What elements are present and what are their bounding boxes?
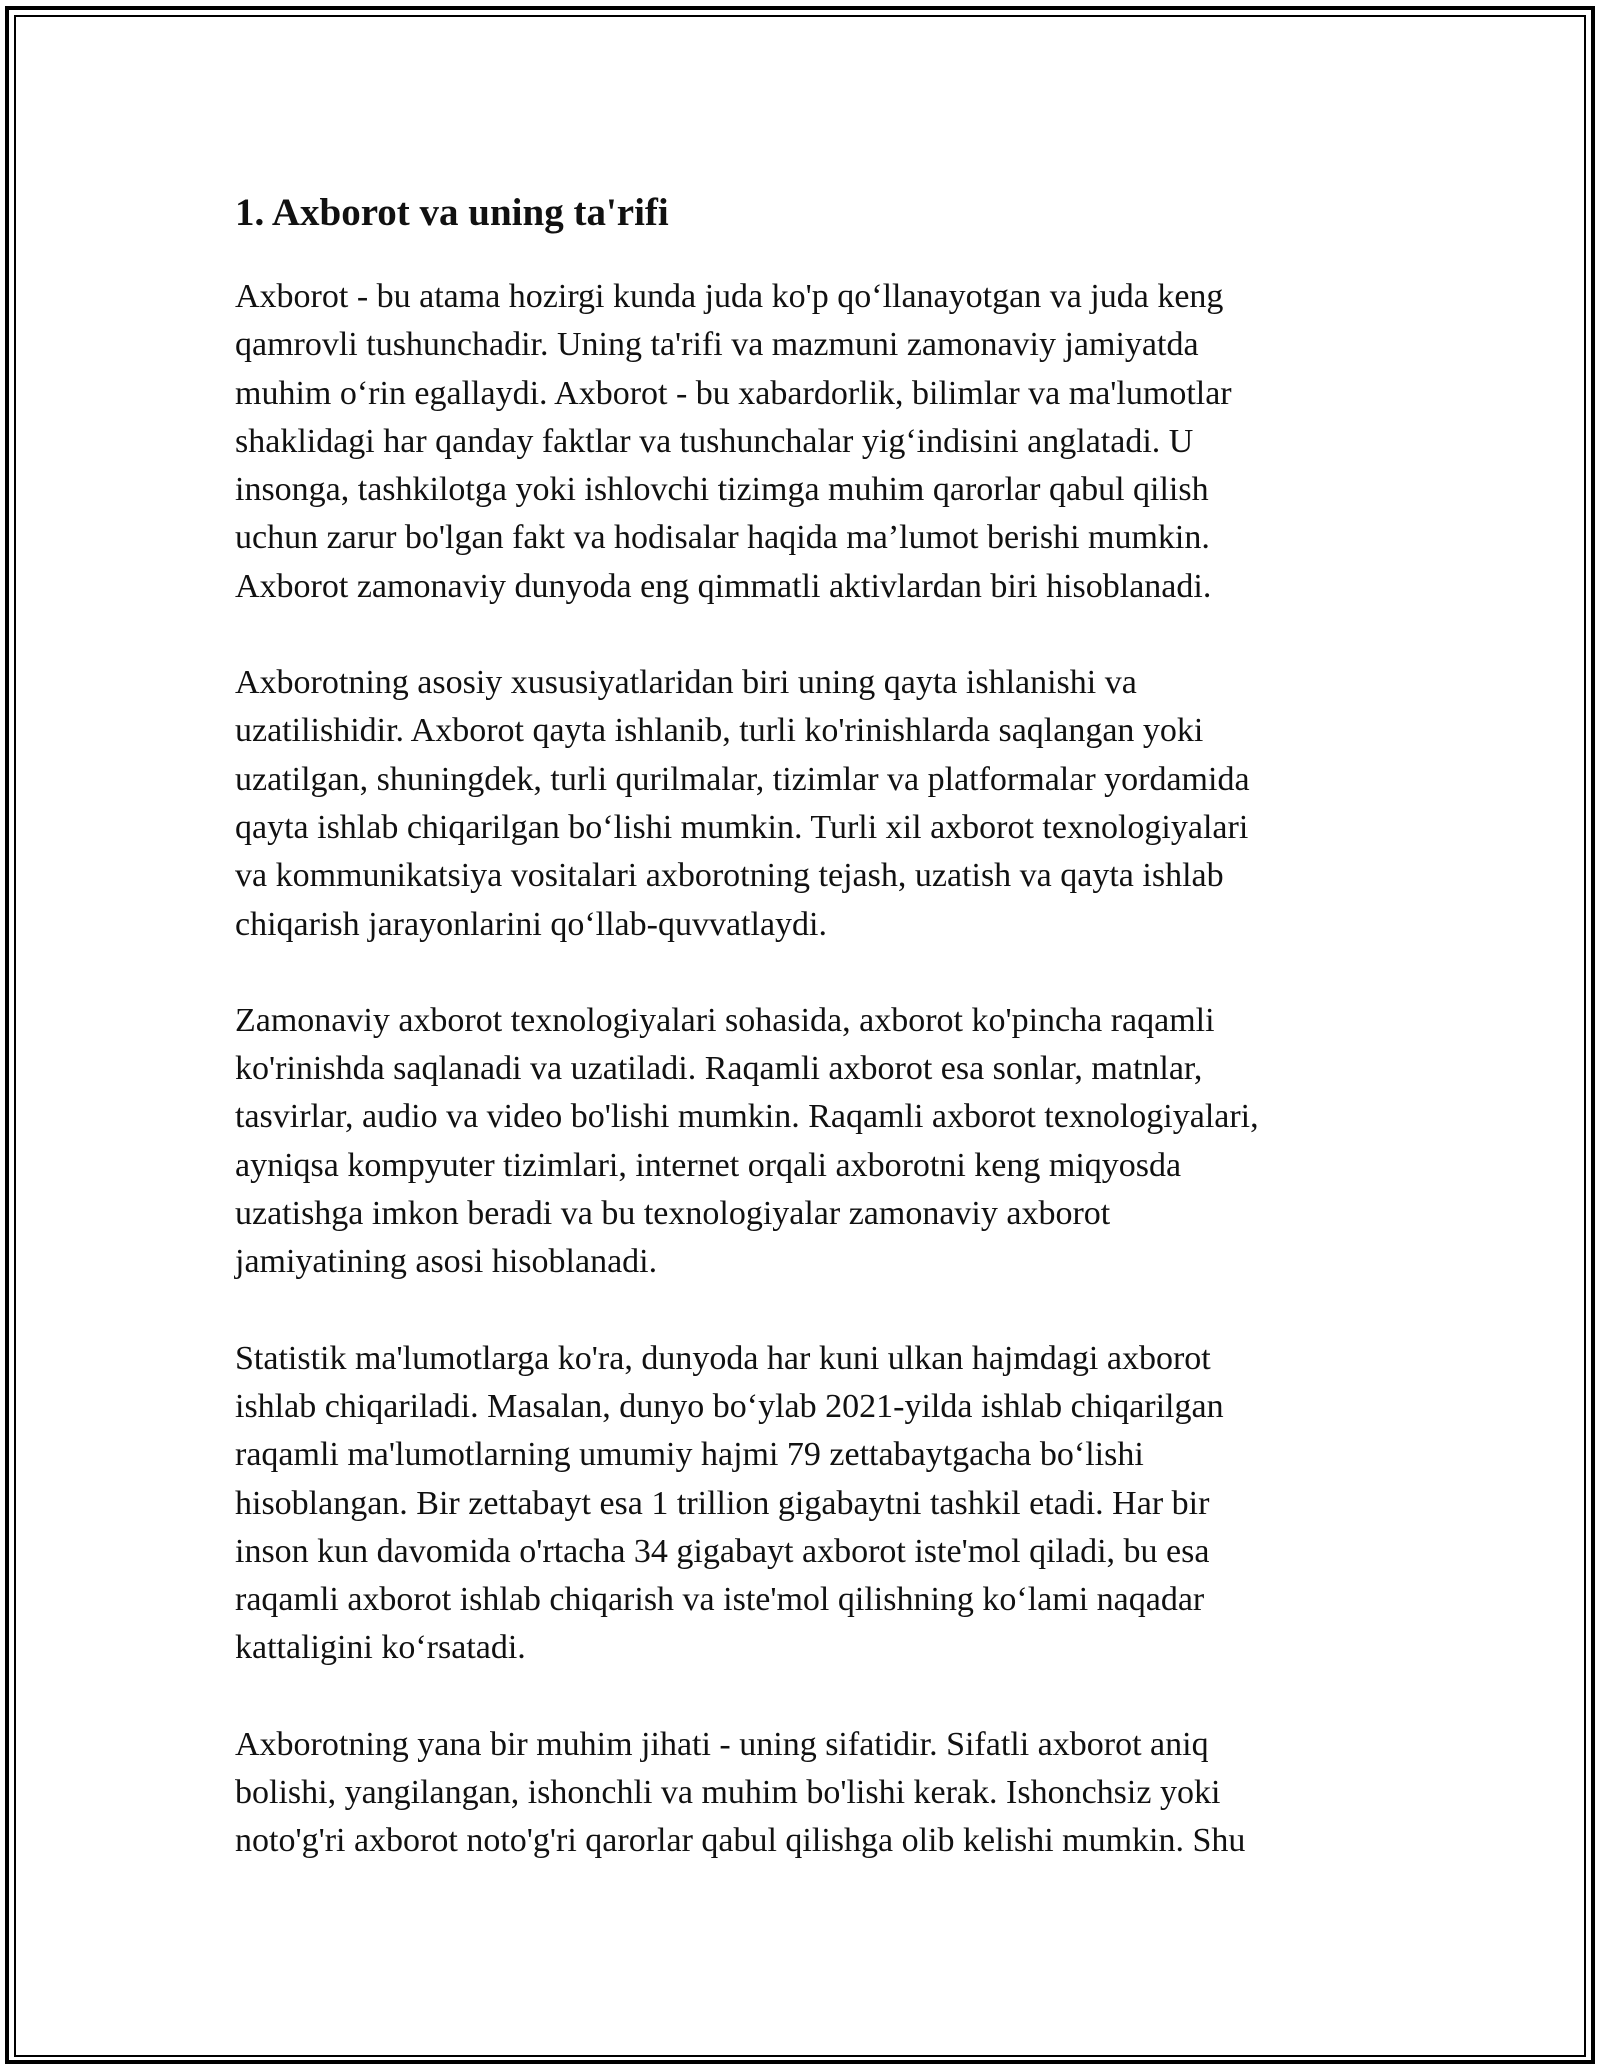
paragraph-line: raqamli axborot ishlab chiqarish va iste'mol qilishning ko‘lami naqadar <box>235 1581 1205 1619</box>
paragraph-line: ko'rinishda saqlanadi va uzatiladi. Raqamli axborot esa sonlar, matnlar, <box>235 1050 1203 1088</box>
paragraph-line: noto'g'ri axborot noto'g'ri qarorlar qabul qilishga olib kelishi mumkin. Shu <box>235 1822 1246 1860</box>
paragraph-line: jamiyatining asosi hisoblanadi. <box>235 1243 658 1281</box>
paragraph <box>235 273 1365 611</box>
paragraph-line: qamrovli tushunchadir. Uning ta'rifi va mazmuni zamonaviy jamiyatda <box>235 326 1199 364</box>
paragraph-line: Axborot zamonaviy dunyoda eng qimmatli aktivlardan biri hisoblanadi. <box>235 567 1212 605</box>
paragraph-line: uchun zarur bo'lgan fakt va hodisalar haqida ma’lumot berishi mumkin. <box>235 519 1210 557</box>
paragraph <box>235 659 1365 949</box>
paragraph-line: kattaligini ko‘rsatadi. <box>235 1629 526 1667</box>
paragraph-line: raqamli ma'lumotlarning umumiy hajmi 79 zettabaytgacha bo‘lishi <box>235 1436 1144 1474</box>
paragraph-line: uzatilgan, shuningdek, turli qurilmalar, tizimlar va platformalar yordamida <box>235 760 1250 798</box>
paragraph-line: Statistik ma'lumotlarga ko'ra, dunyoda har kuni ulkan hajmdagi axborot <box>235 1339 1211 1377</box>
paragraph-line: tasvirlar, audio va video bo'lishi mumkin. Raqamli axborot texnologiyalari, <box>235 1098 1259 1136</box>
paragraph-line: va kommunikatsiya vositalari axborotning tejash, uzatish va qayta ishlab <box>235 857 1224 895</box>
paragraph-line: Axborotning asosiy xususiyatlaridan biri uning qayta ishlanishi va <box>235 664 1137 702</box>
paragraph-line: uzatilishidir. Axborot qayta ishlanib, turli ko'rinishlarda saqlangan yoki <box>235 712 1204 750</box>
paragraph-line: qayta ishlab chiqarilgan bo‘lishi mumkin. Turli xil axborot texnologiyalari <box>235 808 1249 846</box>
paragraph-line: chiqarish jarayonlarini qo‘llab-quvvatlaydi. <box>235 905 827 943</box>
paragraph-line: muhim o‘rin egallaydi. Axborot - bu xabardorlik, bilimlar va ma'lumotlar <box>235 374 1232 412</box>
paragraph-line: inson kun davomida o'rtacha 34 gigabayt axborot iste'mol qiladi, bu esa <box>235 1532 1210 1570</box>
paragraph-line: uzatishga imkon beradi va bu texnologiyalar zamonaviy axborot <box>235 1195 1111 1233</box>
paragraph <box>235 997 1365 1287</box>
paragraph-line: ishlab chiqariladi. Masalan, dunyo bo‘ylab 2021-yilda ishlab chiqarilgan <box>235 1387 1224 1425</box>
paragraph-line: Axborot - bu atama hozirgi kunda juda ko'p qo‘llanayotgan va juda keng <box>235 278 1224 315</box>
paragraph-line: insonga, tashkilotga yoki ishlovchi tizimga muhim qarorlar qabul qilish <box>235 471 1209 509</box>
paragraph-line: hisoblangan. Bir zettabayt esa 1 trillion gigabaytni tashkil etadi. Har bir <box>235 1484 1210 1522</box>
paragraph-line: bolishi, yangilangan, ishonchli va muhim bo'lishi kerak. Ishonchsiz yoki <box>235 1774 1221 1812</box>
document-body <box>235 185 1365 1914</box>
paragraph-line: Zamonaviy axborot texnologiyalari sohasida, axborot ko'pincha raqamli <box>235 1001 1215 1039</box>
paragraph-line: Axborotning yana bir muhim jihati - uning sifatidir. Sifatli axborot aniq <box>235 1725 1209 1763</box>
paragraph <box>235 1721 1365 1866</box>
paragraph <box>235 1335 1365 1673</box>
paragraph-line: shaklidagi har qanday faktlar va tushunchalar yig‘indisini anglatadi. U <box>235 422 1194 460</box>
section-heading: 1. Axborot va uning ta'rifi <box>235 191 669 234</box>
paragraph-line: ayniqsa kompyuter tizimlari, internet orqali axborotni keng miqyosda <box>235 1146 1182 1184</box>
paragraph-list <box>235 273 1365 1866</box>
